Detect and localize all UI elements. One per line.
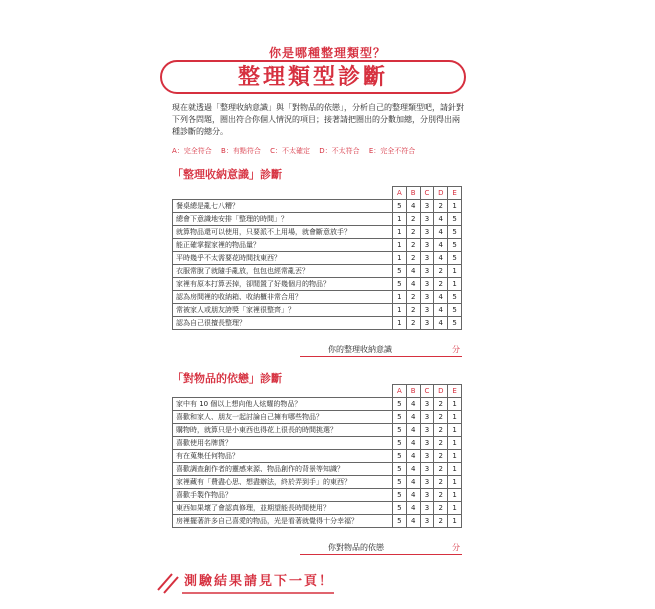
column-header-c: C	[420, 187, 434, 200]
table-row	[173, 278, 462, 291]
table-row	[173, 450, 462, 463]
score-option-c[interactable]: 3	[420, 437, 434, 450]
score-option-d[interactable]: 4	[434, 317, 448, 330]
question-text: 就算物品還可以使用，只要派不上用場，就會斷意放手？	[173, 226, 393, 239]
section1-table	[172, 186, 462, 330]
section2-score-label: 你對物品的依戀	[328, 543, 384, 552]
score-option-c[interactable]: 3	[420, 252, 434, 265]
column-header-a: A	[393, 187, 407, 200]
table-row	[173, 291, 462, 304]
score-option-a[interactable]: 5	[393, 424, 407, 437]
score-option-c[interactable]: 3	[420, 424, 434, 437]
footer-note	[154, 566, 484, 596]
column-header-d: D	[434, 385, 448, 398]
question-text: 平時幾乎不太需要花時間找東西？	[173, 252, 393, 265]
question-text: 購物時，就算只是小東西也得花上很長的時間挑選？	[173, 424, 393, 437]
score-option-c[interactable]: 3	[420, 291, 434, 304]
score-option-e[interactable]: 1	[448, 278, 462, 291]
score-option-e[interactable]: 1	[448, 424, 462, 437]
section2-score-unit: 分	[452, 543, 460, 552]
score-option-d[interactable]: 2	[434, 278, 448, 291]
question-text: 總會下意識地安排「整理的時間」？	[173, 213, 393, 226]
score-option-d[interactable]: 2	[434, 398, 448, 411]
score-option-a[interactable]: 1	[393, 226, 407, 239]
table-row	[173, 213, 462, 226]
score-option-d[interactable]: 2	[434, 489, 448, 502]
score-option-d[interactable]: 2	[434, 265, 448, 278]
section1-score-label: 你的整理收納意識	[328, 345, 392, 354]
question-text: 東西如果壞了會認真修理，並期望能長時間使用？	[173, 502, 393, 515]
score-option-b[interactable]: 2	[406, 213, 420, 226]
score-option-b[interactable]: 2	[406, 239, 420, 252]
score-option-c[interactable]: 3	[420, 489, 434, 502]
column-header-a: A	[393, 385, 407, 398]
score-option-b[interactable]: 4	[406, 463, 420, 476]
score-option-c[interactable]: 3	[420, 317, 434, 330]
score-option-d[interactable]: 2	[434, 450, 448, 463]
score-option-a[interactable]: 5	[393, 450, 407, 463]
column-header-d: D	[434, 187, 448, 200]
column-header-b: B	[406, 385, 420, 398]
score-option-a[interactable]: 5	[393, 463, 407, 476]
score-option-a[interactable]: 1	[393, 304, 407, 317]
section1-title: 「整理收納意識」診斷	[172, 168, 282, 181]
column-header-e: E	[448, 187, 462, 200]
table-row	[173, 476, 462, 489]
score-option-d[interactable]: 2	[434, 411, 448, 424]
score-option-c[interactable]: 3	[420, 265, 434, 278]
table-header-row	[173, 385, 462, 398]
score-option-e[interactable]: 5	[448, 304, 462, 317]
question-text: 家裡藏有「費盡心思、想盡辦法，終於弄到手」的東西？	[173, 476, 393, 489]
section2-table	[172, 384, 462, 528]
scale-item-d: D：不太符合	[319, 147, 360, 155]
table-row	[173, 239, 462, 252]
score-option-b[interactable]: 4	[406, 200, 420, 213]
question-text: 餐桌總是亂七八糟？	[173, 200, 393, 213]
question-text: 認為房間裡的收納箱、收納櫃非常合用？	[173, 291, 393, 304]
table-row	[173, 424, 462, 437]
score-option-e[interactable]: 5	[448, 252, 462, 265]
table-row	[173, 265, 462, 278]
question-text: 家裡有原本打算丟掉，卻閒置了好幾個月的物品？	[173, 278, 393, 291]
score-option-c[interactable]: 3	[420, 213, 434, 226]
table-row	[173, 515, 462, 528]
footer-text: 測驗結果請見下一頁！	[184, 574, 335, 589]
score-option-a[interactable]: 5	[393, 476, 407, 489]
score-option-c[interactable]: 3	[420, 239, 434, 252]
score-option-b[interactable]: 4	[406, 424, 420, 437]
score-option-a[interactable]: 5	[393, 437, 407, 450]
score-option-e[interactable]: 1	[448, 437, 462, 450]
header-blank	[173, 187, 393, 200]
section1-score-line[interactable]	[300, 344, 462, 357]
table-row	[173, 200, 462, 213]
section1-score-unit: 分	[452, 345, 460, 354]
score-option-a[interactable]: 5	[393, 411, 407, 424]
score-option-c[interactable]: 3	[420, 304, 434, 317]
table-row	[173, 411, 462, 424]
score-option-e[interactable]: 1	[448, 476, 462, 489]
score-option-e[interactable]: 1	[448, 489, 462, 502]
question-text: 喜歡使用名牌貨？	[173, 437, 393, 450]
page-title: 整理類型診斷	[160, 60, 466, 94]
score-option-b[interactable]: 4	[406, 515, 420, 528]
score-option-a[interactable]: 5	[393, 200, 407, 213]
score-option-b[interactable]: 2	[406, 317, 420, 330]
question-text: 認為自己很擅長整理？	[173, 317, 393, 330]
score-option-e[interactable]: 1	[448, 200, 462, 213]
scale-item-c: C：不太確定	[270, 147, 310, 155]
score-option-d[interactable]: 2	[434, 437, 448, 450]
page-subtitle: 你是哪種整理類型？	[268, 46, 386, 60]
table-row	[173, 437, 462, 450]
score-option-d[interactable]: 2	[434, 502, 448, 515]
score-option-d[interactable]: 2	[434, 463, 448, 476]
score-option-d[interactable]: 2	[434, 424, 448, 437]
score-option-b[interactable]: 2	[406, 252, 420, 265]
score-option-e[interactable]: 5	[448, 226, 462, 239]
score-option-b[interactable]: 4	[406, 489, 420, 502]
score-option-e[interactable]: 5	[448, 239, 462, 252]
table-row	[173, 489, 462, 502]
score-option-e[interactable]: 5	[448, 291, 462, 304]
score-option-c[interactable]: 3	[420, 398, 434, 411]
table-row	[173, 502, 462, 515]
score-option-b[interactable]: 4	[406, 476, 420, 489]
score-option-e[interactable]: 1	[448, 265, 462, 278]
scale-item-e: E：完全不符合	[368, 147, 416, 155]
score-option-b[interactable]: 2	[406, 226, 420, 239]
score-option-d[interactable]: 4	[434, 252, 448, 265]
score-option-a[interactable]: 5	[393, 398, 407, 411]
score-option-e[interactable]: 1	[448, 398, 462, 411]
column-header-c: C	[420, 385, 434, 398]
score-option-a[interactable]: 5	[393, 489, 407, 502]
score-option-d[interactable]: 4	[434, 291, 448, 304]
score-option-a[interactable]: 1	[393, 317, 407, 330]
table-row	[173, 226, 462, 239]
question-text: 喜歡和家人、朋友一起討論自己擁有哪些物品？	[173, 411, 393, 424]
score-option-b[interactable]: 2	[406, 304, 420, 317]
score-option-e[interactable]: 1	[448, 411, 462, 424]
score-option-b[interactable]: 4	[406, 265, 420, 278]
score-option-d[interactable]: 4	[434, 226, 448, 239]
table-header-row	[173, 187, 462, 200]
score-option-e[interactable]: 5	[448, 317, 462, 330]
table-row	[173, 398, 462, 411]
score-option-d[interactable]: 2	[434, 515, 448, 528]
question-text: 有在蒐集任何物品？	[173, 450, 393, 463]
table-row	[173, 317, 462, 330]
score-option-b[interactable]: 4	[406, 411, 420, 424]
question-text: 常被家人或朋友誇獎「家裡很整齊」？	[173, 304, 393, 317]
score-option-d[interactable]: 2	[434, 476, 448, 489]
score-option-e[interactable]: 1	[448, 450, 462, 463]
score-option-b[interactable]: 4	[406, 450, 420, 463]
question-text: 能正確掌握家裡的物品量？	[173, 239, 393, 252]
score-option-c[interactable]: 3	[420, 515, 434, 528]
scale-item-b: B：有點符合	[221, 147, 261, 155]
intro-paragraph: 現在就透過「整理收納意識」與「對物品的依戀」，分析自己的整理類型吧，請針對下列各問題，圈出符合你個人情況的項目；接著請把圈出的分數加總，分別得出兩種診斷的總分。	[172, 103, 464, 136]
score-option-b[interactable]: 4	[406, 502, 420, 515]
score-option-a[interactable]: 5	[393, 278, 407, 291]
score-option-d[interactable]: 4	[434, 239, 448, 252]
score-option-d[interactable]: 2	[434, 200, 448, 213]
header-blank	[173, 385, 393, 398]
score-option-a[interactable]: 1	[393, 252, 407, 265]
score-option-c[interactable]: 3	[420, 463, 434, 476]
question-text: 喜歡手製作物品？	[173, 489, 393, 502]
score-option-e[interactable]: 1	[448, 515, 462, 528]
score-option-c[interactable]: 3	[420, 278, 434, 291]
question-text: 衣服常脫了就隨手亂放，包包也經常亂丟？	[173, 265, 393, 278]
score-option-e[interactable]: 1	[448, 502, 462, 515]
section2-score-line[interactable]	[300, 542, 462, 555]
score-option-c[interactable]: 3	[420, 502, 434, 515]
score-option-a[interactable]: 1	[393, 213, 407, 226]
score-option-a[interactable]: 1	[393, 291, 407, 304]
question-text: 喜歡調查創作者的靈感來源、物品創作的背景等知識？	[173, 463, 393, 476]
table-row	[173, 304, 462, 317]
score-option-a[interactable]: 5	[393, 265, 407, 278]
score-option-a[interactable]: 5	[393, 502, 407, 515]
score-option-c[interactable]: 3	[420, 226, 434, 239]
score-option-e[interactable]: 5	[448, 213, 462, 226]
score-option-c[interactable]: 3	[420, 476, 434, 489]
score-option-b[interactable]: 4	[406, 437, 420, 450]
score-option-c[interactable]: 3	[420, 200, 434, 213]
score-option-d[interactable]: 4	[434, 304, 448, 317]
score-option-c[interactable]: 3	[420, 411, 434, 424]
rating-scale-legend	[172, 146, 472, 156]
score-option-a[interactable]: 5	[393, 515, 407, 528]
score-option-b[interactable]: 4	[406, 398, 420, 411]
column-header-b: B	[406, 187, 420, 200]
scale-item-a: A：完全符合	[172, 147, 212, 155]
table-row	[173, 252, 462, 265]
score-option-b[interactable]: 2	[406, 291, 420, 304]
question-text: 房裡擺著許多自己喜愛的物品，光是看著就覺得十分幸福？	[173, 515, 393, 528]
score-option-d[interactable]: 4	[434, 213, 448, 226]
table-row	[173, 463, 462, 476]
score-option-e[interactable]: 1	[448, 463, 462, 476]
section2-title: 「對物品的依戀」診斷	[172, 372, 282, 385]
score-option-c[interactable]: 3	[420, 450, 434, 463]
score-option-a[interactable]: 1	[393, 239, 407, 252]
question-text: 家中有 10 個以上想向他人炫耀的物品？	[173, 398, 393, 411]
score-option-b[interactable]: 4	[406, 278, 420, 291]
column-header-e: E	[448, 385, 462, 398]
